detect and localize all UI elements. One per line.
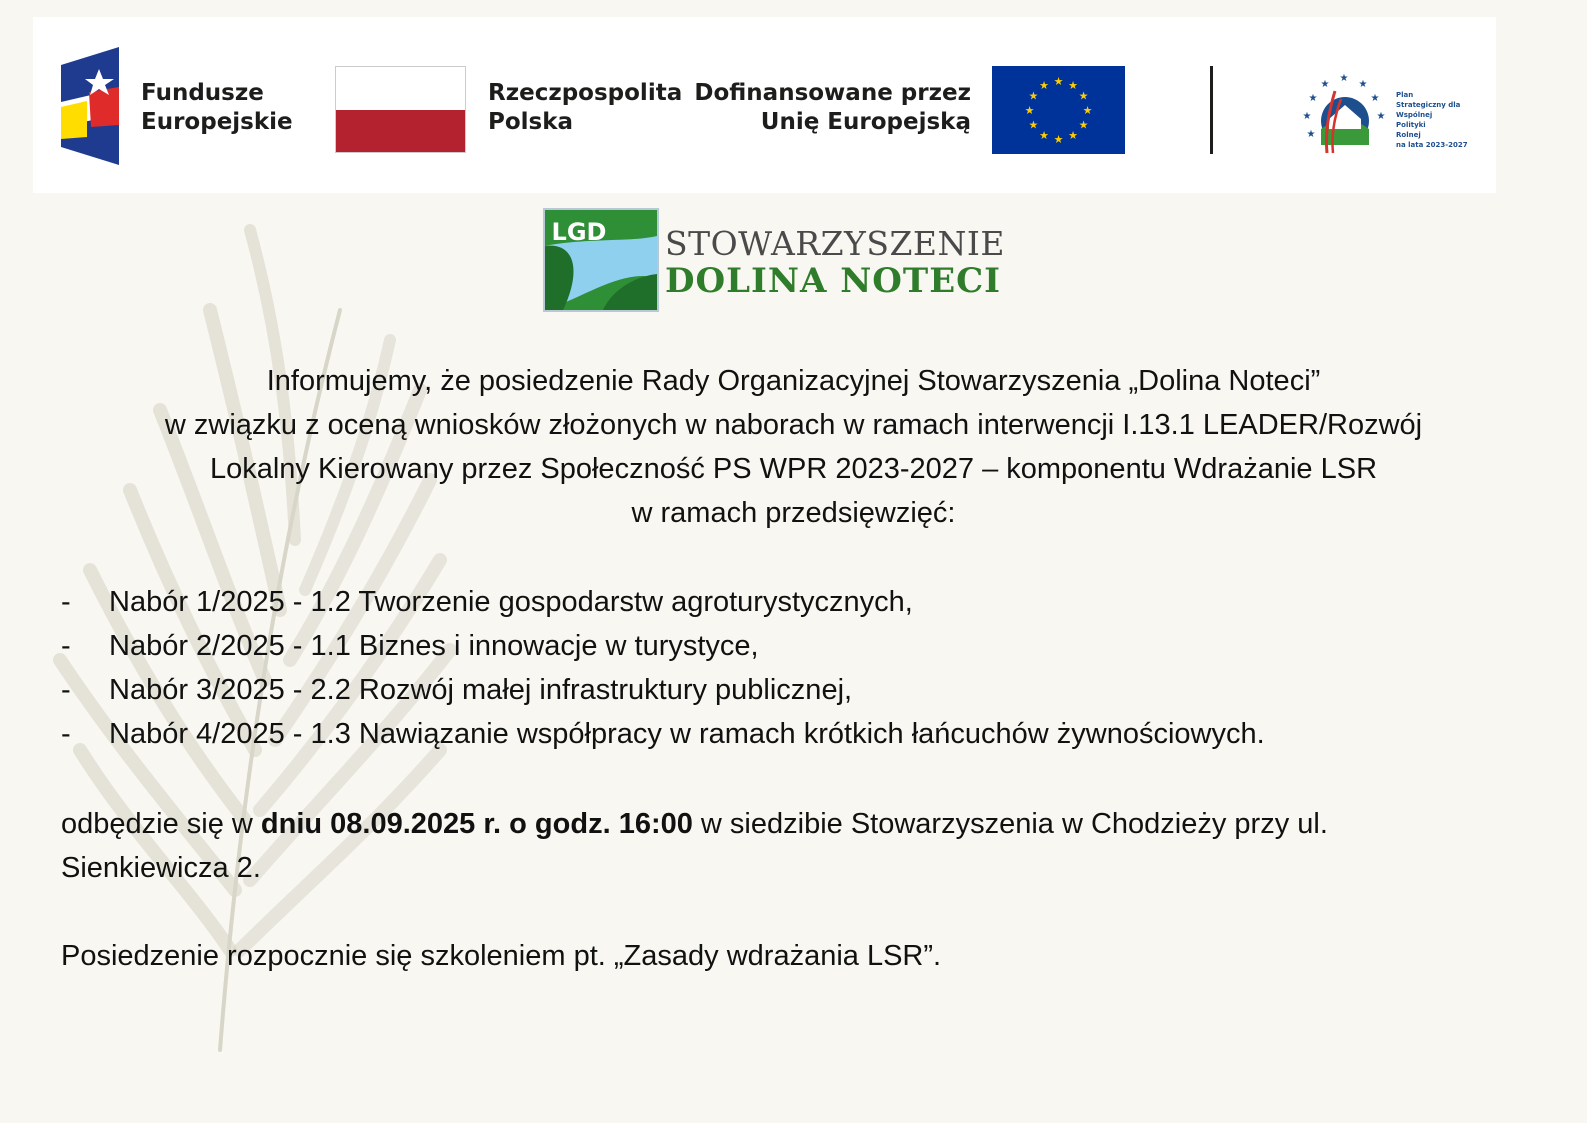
list-marker: - [61,674,71,706]
ps-line: Rolnej [1396,131,1421,139]
list-item [61,712,1265,756]
svg-text:★: ★ [1339,73,1349,84]
list-marker: - [61,630,71,662]
organization-name [665,226,1005,300]
eu-line1: Dofinansowane przez [694,80,971,106]
eu-cofinancing-text [693,79,971,137]
calls-list [61,580,1265,756]
call-text: Nabór 4/2025 - 1.3 Nawiązanie współpracy w ramach krótkich łańcuchów żywnościowych. [109,718,1265,750]
list-marker: - [61,586,71,618]
pl-line2: Polska [488,109,574,135]
eu-line2: Unię Europejską [760,109,971,135]
intro-line: w związku z oceną wniosków złożonych w naborach w ramach interwencji I.13.1 LEADER/Rozwój [164,409,1423,441]
pl-line1: Rzeczpospolita [488,80,683,106]
fe-line1: Fundusze [141,80,264,106]
plan-strategiczny-text [1396,90,1468,150]
list-marker: - [61,718,71,750]
eu-star-icon: ★ [1024,104,1035,117]
list-item [61,668,1265,712]
intro-paragraph [40,359,1547,535]
logo-bar [33,17,1496,193]
eu-star-icon: ★ [1028,89,1039,103]
svg-text:★: ★ [1302,111,1312,122]
call-text: Nabór 2/2025 - 1.1 Biznes i innowacje w turystyce, [109,630,759,662]
list-item [61,624,1265,668]
rzeczpospolita-polska-text [488,79,682,137]
eu-star-icon: ★ [1082,104,1093,117]
training-note: Posiedzenie rozpocznie się szkoleniem pt. „Zasady wdrażania LSR”. [61,940,942,972]
eu-star-icon: ★ [1068,129,1078,143]
call-text: Nabór 1/2025 - 1.2 Tworzenie gospodarstw agroturystycznych, [109,586,913,618]
ps-line: na lata 2023-2027 [1396,141,1468,149]
meeting-text-before: odbędzie się w [61,808,261,840]
organization-name-line2: DOLINA NOTECI [665,261,1002,301]
eu-star-icon: ★ [1028,118,1039,132]
meeting-date-time: dniu 08.09.2025 r. o godz. 16:00 [260,808,693,840]
ps-line: Plan [1396,91,1414,99]
organization-name-line1: STOWARZYSZENIE [665,224,1005,263]
intro-line: Lokalny Kierowany przez Społeczność PS WPR 2023-2027 – komponentu Wdrażanie LSR [209,453,1378,485]
svg-text:★: ★ [1320,79,1330,90]
svg-text:★: ★ [1308,93,1318,104]
fe-line2: Europejskie [141,109,293,135]
intro-line: w ramach przedsięwzięć: [631,497,956,529]
fundusze-europejskie-logo-icon [61,47,123,165]
eu-star-icon: ★ [1053,133,1064,146]
ps-line: Strategiczny dla [1396,101,1461,109]
eu-flag-icon [992,66,1125,154]
ps-line: Polityki [1396,121,1426,129]
meeting-info [61,802,1501,890]
svg-text:★: ★ [1358,79,1368,90]
polish-flag-icon [335,66,466,153]
eu-star-icon: ★ [1039,129,1049,143]
eu-star-icon: ★ [1068,78,1078,92]
list-item [61,580,1265,624]
eu-star-icon: ★ [1078,118,1089,132]
fundusze-europejskie-text [141,79,293,137]
intro-line: Informujemy, że posiedzenie Rady Organizacyjnej Stowarzyszenia „Dolina Noteci” [266,365,1321,397]
eu-star-icon: ★ [1039,78,1049,92]
svg-text:★: ★ [1306,129,1316,140]
plan-strategiczny-logo-icon [1299,71,1389,155]
eu-star-icon: ★ [1053,75,1064,88]
svg-text:★: ★ [1376,111,1386,122]
eu-star-icon: ★ [1078,89,1089,103]
ps-line: Wspólnej [1396,111,1433,119]
lgd-badge-text: LGD [551,218,607,246]
logo-divider [1210,66,1213,154]
lgd-logo-icon [543,208,659,312]
meeting-location: w siedzibie Stowarzyszenia w Chodzieży przy ul. Sienkiewicza 2. [61,808,1328,884]
svg-text:★: ★ [1370,93,1380,104]
call-text: Nabór 3/2025 - 2.2 Rozwój małej infrastruktury publicznej, [109,674,853,706]
